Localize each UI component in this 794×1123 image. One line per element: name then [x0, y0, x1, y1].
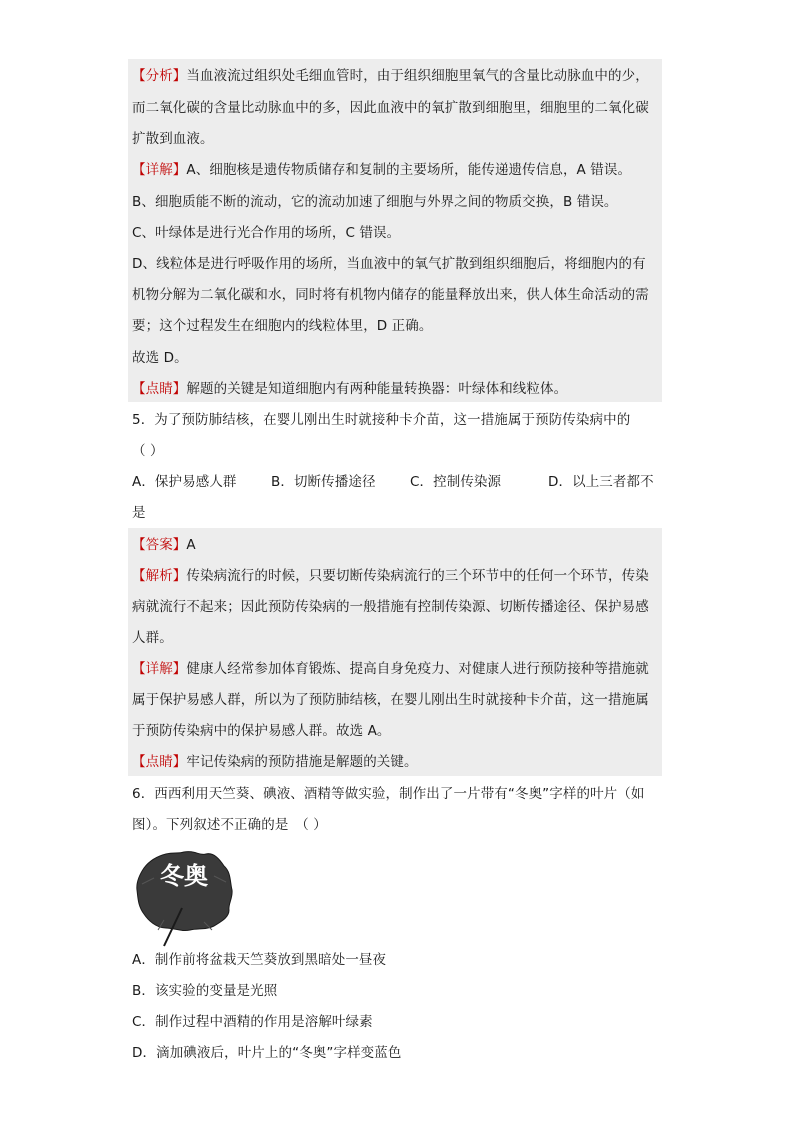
leaf-figure [134, 848, 234, 948]
q5-detail-line-3: 于预防传染病中的保护易感人群。故选 A。 [132, 723, 391, 739]
q6-option-d: D．滴加碘液后，叶片上的“冬奥”字样变蓝色 [132, 1045, 402, 1061]
comment-line-1 [132, 379, 567, 399]
answer-tag: 【答案】 [132, 537, 187, 553]
q6-option-c: C．制作过程中酒精的作用是溶解叶绿素 [132, 1014, 373, 1030]
q5-comment-line [132, 752, 418, 772]
q5-explain-line-1 [132, 566, 649, 586]
analysis-line-2: 而二氧化碳的含量比动脉血中的多，因此血液中的氧扩散到细胞里，细胞里的二氧化碳 [132, 100, 649, 116]
comment-text: 解题的关键是知道细胞内有两种能量转换器：叶绿体和线粒体。 [186, 381, 568, 397]
q5-detail-tag: 【详解】 [132, 661, 187, 677]
q5-answer-line [132, 535, 196, 555]
detail-line-1 [132, 160, 631, 180]
q6-stem-line-1: 6．西西利用天竺葵、碘液、酒精等做实验，制作出了一片带有“冬奥”字样的叶片（如 [132, 786, 645, 802]
detail-line-6: 要；这个过程发生在细胞内的线粒体里，D 正确。 [132, 318, 433, 334]
analysis-text: 当血液流过组织处毛细血管时，由于组织细胞里氧气的含量比动脉血中的少， [186, 68, 649, 84]
q5-option-d-cont: 是 [132, 505, 146, 521]
q6-stem-line-2: 图）。下列叙述不正确的是 （ ） [132, 817, 327, 833]
q6-option-b: B．该实验的变量是光照 [132, 983, 278, 999]
q5-option-c: C．控制传染源 [410, 474, 502, 490]
q5-detail-text: 健康人经常参加体育锻炼、提高自身免疫力、对健康人进行预防接种等措施就 [186, 661, 649, 677]
detail-text: A、细胞核是遗传物质储存和复制的主要场所，能传递遗传信息，A 错误。 [186, 162, 632, 178]
comment-tag: 【点睛】 [132, 381, 187, 397]
q5-detail-line-1 [132, 659, 649, 679]
q5-option-d: D．以上三者都不 [548, 474, 654, 490]
detail-line-5: 机物分解为二氧化碳和水，同时将有机物内储存的能量释放出来，供人体生命活动的需 [132, 287, 649, 303]
q5-option-a: A．保护易感人群 [132, 474, 237, 490]
explain-tag: 【解析】 [132, 568, 187, 584]
analysis-line-3: 扩散到血液。 [132, 131, 214, 147]
explain-text: 传染病流行的时候，只要切断传染病流行的三个环节中的任何一个环节，传染 [186, 568, 649, 584]
leaf-icon [134, 848, 234, 948]
q6-option-a: A．制作前将盆栽天竺葵放到黑暗处一昼夜 [132, 952, 387, 968]
q5-explain-line-3: 人群。 [132, 630, 173, 646]
detail-line-4: D、线粒体是进行呼吸作用的场所，当血液中的氧气扩散到组织细胞后，将细胞内的有 [132, 256, 646, 272]
q5-explain-line-2: 病就流行不起来；因此预防传染病的一般措施有控制传染源、切断传播途径、保护易感 [132, 599, 649, 615]
detail-line-7: 故选 D。 [132, 350, 188, 366]
q5-stem-line-2: （ ） [132, 443, 164, 459]
detail-tag: 【详解】 [132, 162, 187, 178]
q5-stem-line-1: 5．为了预防肺结核，在婴儿刚出生时就接种卡介苗，这一措施属于预防传染病中的 [132, 412, 631, 428]
answer-value: A [186, 537, 196, 553]
analysis-line-1 [132, 66, 649, 86]
detail-line-2: B、细胞质能不断的流动，它的流动加速了细胞与外界之间的物质交换，B 错误。 [132, 194, 618, 210]
detail-line-3: C、叶绿体是进行光合作用的场所，C 错误。 [132, 225, 401, 241]
q5-detail-line-2: 属于保护易感人群，所以为了预防肺结核，在婴儿刚出生时就接种卡介苗，这一措施属 [132, 692, 649, 708]
analysis-tag: 【分析】 [132, 68, 187, 84]
q5-option-b: B．切断传播途径 [271, 474, 376, 490]
leaf-figure-text: 冬奥 [160, 862, 208, 890]
q5-comment-tag: 【点睛】 [132, 754, 187, 770]
q5-comment-text: 牢记传染病的预防措施是解题的关键。 [186, 754, 418, 770]
